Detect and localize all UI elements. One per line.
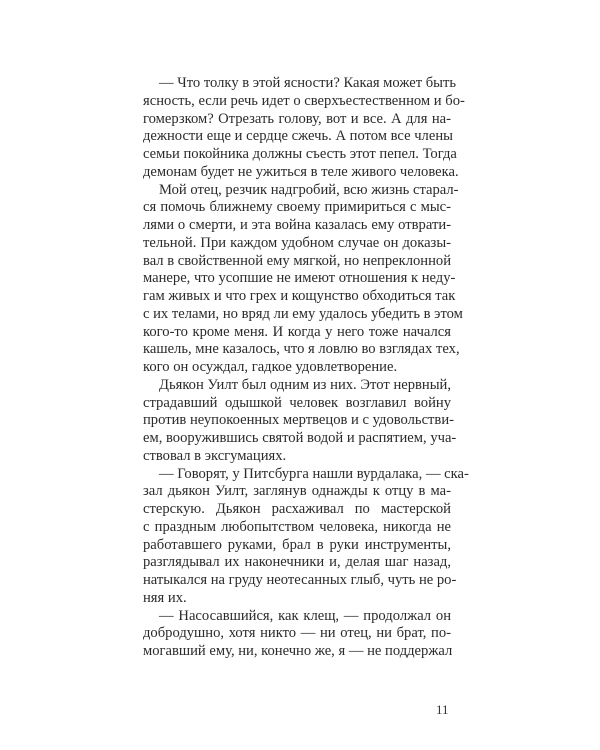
paragraph [143,608,451,661]
text-line: демонам будет не ужиться в теле живого человека. [143,163,459,180]
text-line: с праздным любопытством человека, никогда не [143,518,451,535]
text-line: Дьякон Уилт был одним из них. Этот нервный, [159,376,451,393]
text-line: зал дьякон Уилт, заглянув однажды к отцу в ма- [143,483,451,500]
text-line: лями о смерти, и эта война казалась ему отврати- [143,217,451,233]
text-line: кого-то кроме меня. И когда у него тоже начался [143,323,451,340]
text-line: — Говорят, у Питсбурга нашли вурдалака, — ска- [159,465,469,482]
text-line: могавший ему, ни, конечно же, я — не поддержал [143,643,453,659]
book-page-text [143,75,469,661]
paragraph [143,75,465,182]
text-line: манере, что усопшие не имеют отношения к неду- [143,270,456,287]
text-line: семьи покойника должны съесть этот пепел. Тогда [143,146,457,162]
text-line: гомерзком? Отрезать голову, вот и все. А для на- [143,110,451,127]
text-line: ствовал в эксгумациях. [143,447,287,464]
text-line: — Что толку в этой ясности? Какая может быть [159,75,457,91]
text-line: ем, вооружившись святой водой и распятием, уча- [143,430,457,446]
text-line: натыкался на груду неотесанных глыб, чуть не ро- [143,572,457,588]
text-line: кого он осуждал, гадкое удовлетворение. [143,359,398,375]
text-line: работавшего руками, брал в руки инструменты, [143,536,451,553]
paragraph [143,376,457,466]
text-line: разглядывал их наконечники и, делая шаг назад, [143,554,451,571]
page-number: 11 [436,702,449,717]
text-line: вал в свойственной ему мягкой, но непреклонной [143,252,452,269]
text-line: стерскую. Дьякон расхаживал по мастерской [143,501,451,517]
text-line: страдавший одышкой человек возглавил войну [143,394,451,411]
text-line: Мой отец, резчик надгробий, всю жизнь старал- [159,181,459,198]
text-line: дежности еще и сердце сжечь. А потом все члены [143,128,453,145]
paragraph [143,181,463,377]
text-line: ясность, если речь идет о сверхъестественном и бо- [143,92,465,109]
text-line: няя их. [143,589,187,606]
text-line: ся помочь ближнему своему примириться с мыс- [143,199,451,216]
paragraph [143,465,469,608]
text-line: тельной. При каждом удобном случае он доказы- [143,234,451,251]
text-line: против неупокоенных мертвецов и с удовольстви- [143,412,454,429]
text-line: кашель, мне казалось, что я ловлю во взглядах тех, [143,341,460,358]
text-line: гам живых и что грех и кощунство обходиться так [143,288,456,304]
text-line: — Насосавшийся, как клещ, — продолжал он [159,607,451,624]
text-line: добродушно, хотя никто — ни отец, ни брат, по- [143,625,451,642]
text-line: с их телами, но вряд ли ему удалось убедить в этом [143,305,463,322]
